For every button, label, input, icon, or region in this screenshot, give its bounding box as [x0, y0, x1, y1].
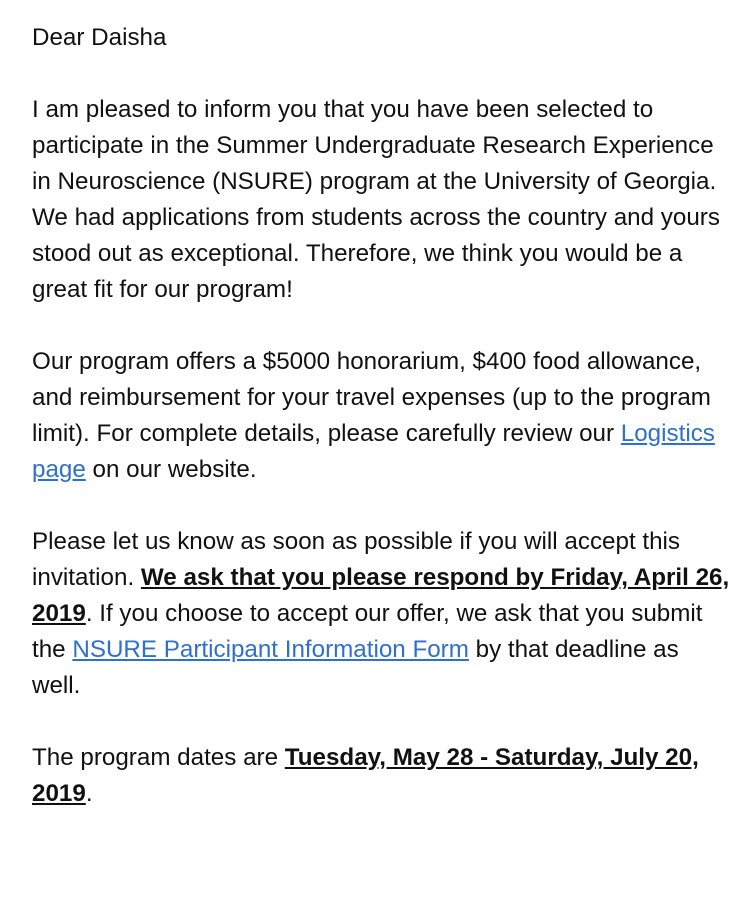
benefits-text: Our program offers a $5000 honorarium, $400 food allowance, and reimbursement for your travel expenses (up to the program limit). For complete details, please carefully review our — [32, 348, 711, 447]
response-text-end: by that deadline as well. — [32, 636, 679, 699]
email-body — [32, 20, 732, 812]
response-paragraph — [32, 524, 732, 704]
response-request: We ask that you please respond by — [140, 564, 551, 591]
benefits-paragraph — [32, 344, 732, 488]
program-dates: Tuesday, May 28 - Saturday, July 20, 2019 — [32, 744, 699, 807]
response-text-middle: . If you choose to accept our offer, we ask that you submit the — [32, 600, 703, 663]
program-dates-text: The program dates are — [32, 744, 285, 771]
program-dates-end: . — [85, 780, 93, 807]
greeting: Dear Daisha — [32, 24, 167, 51]
response-deadline: Friday, April 26, 2019 — [32, 564, 730, 627]
logistics-page-link[interactable]: Logistics page — [32, 420, 715, 483]
response-text: Please let us know as soon as possible if you will accept this invitation. — [32, 528, 681, 591]
acceptance-paragraph: I am pleased to inform you that you have been selected to participate in the Summer Undergraduate Research Experience in Neuroscience (NSURE) program at the University of Georgia. We had applications from students across the country and yours stood out as exceptional. Therefore, we think you would be a great fit for our program! — [32, 96, 720, 303]
participant-form-link[interactable]: NSURE Participant Information Form — [72, 636, 469, 663]
benefits-text-end: on our website. — [85, 456, 257, 483]
program-dates-paragraph — [32, 740, 732, 812]
